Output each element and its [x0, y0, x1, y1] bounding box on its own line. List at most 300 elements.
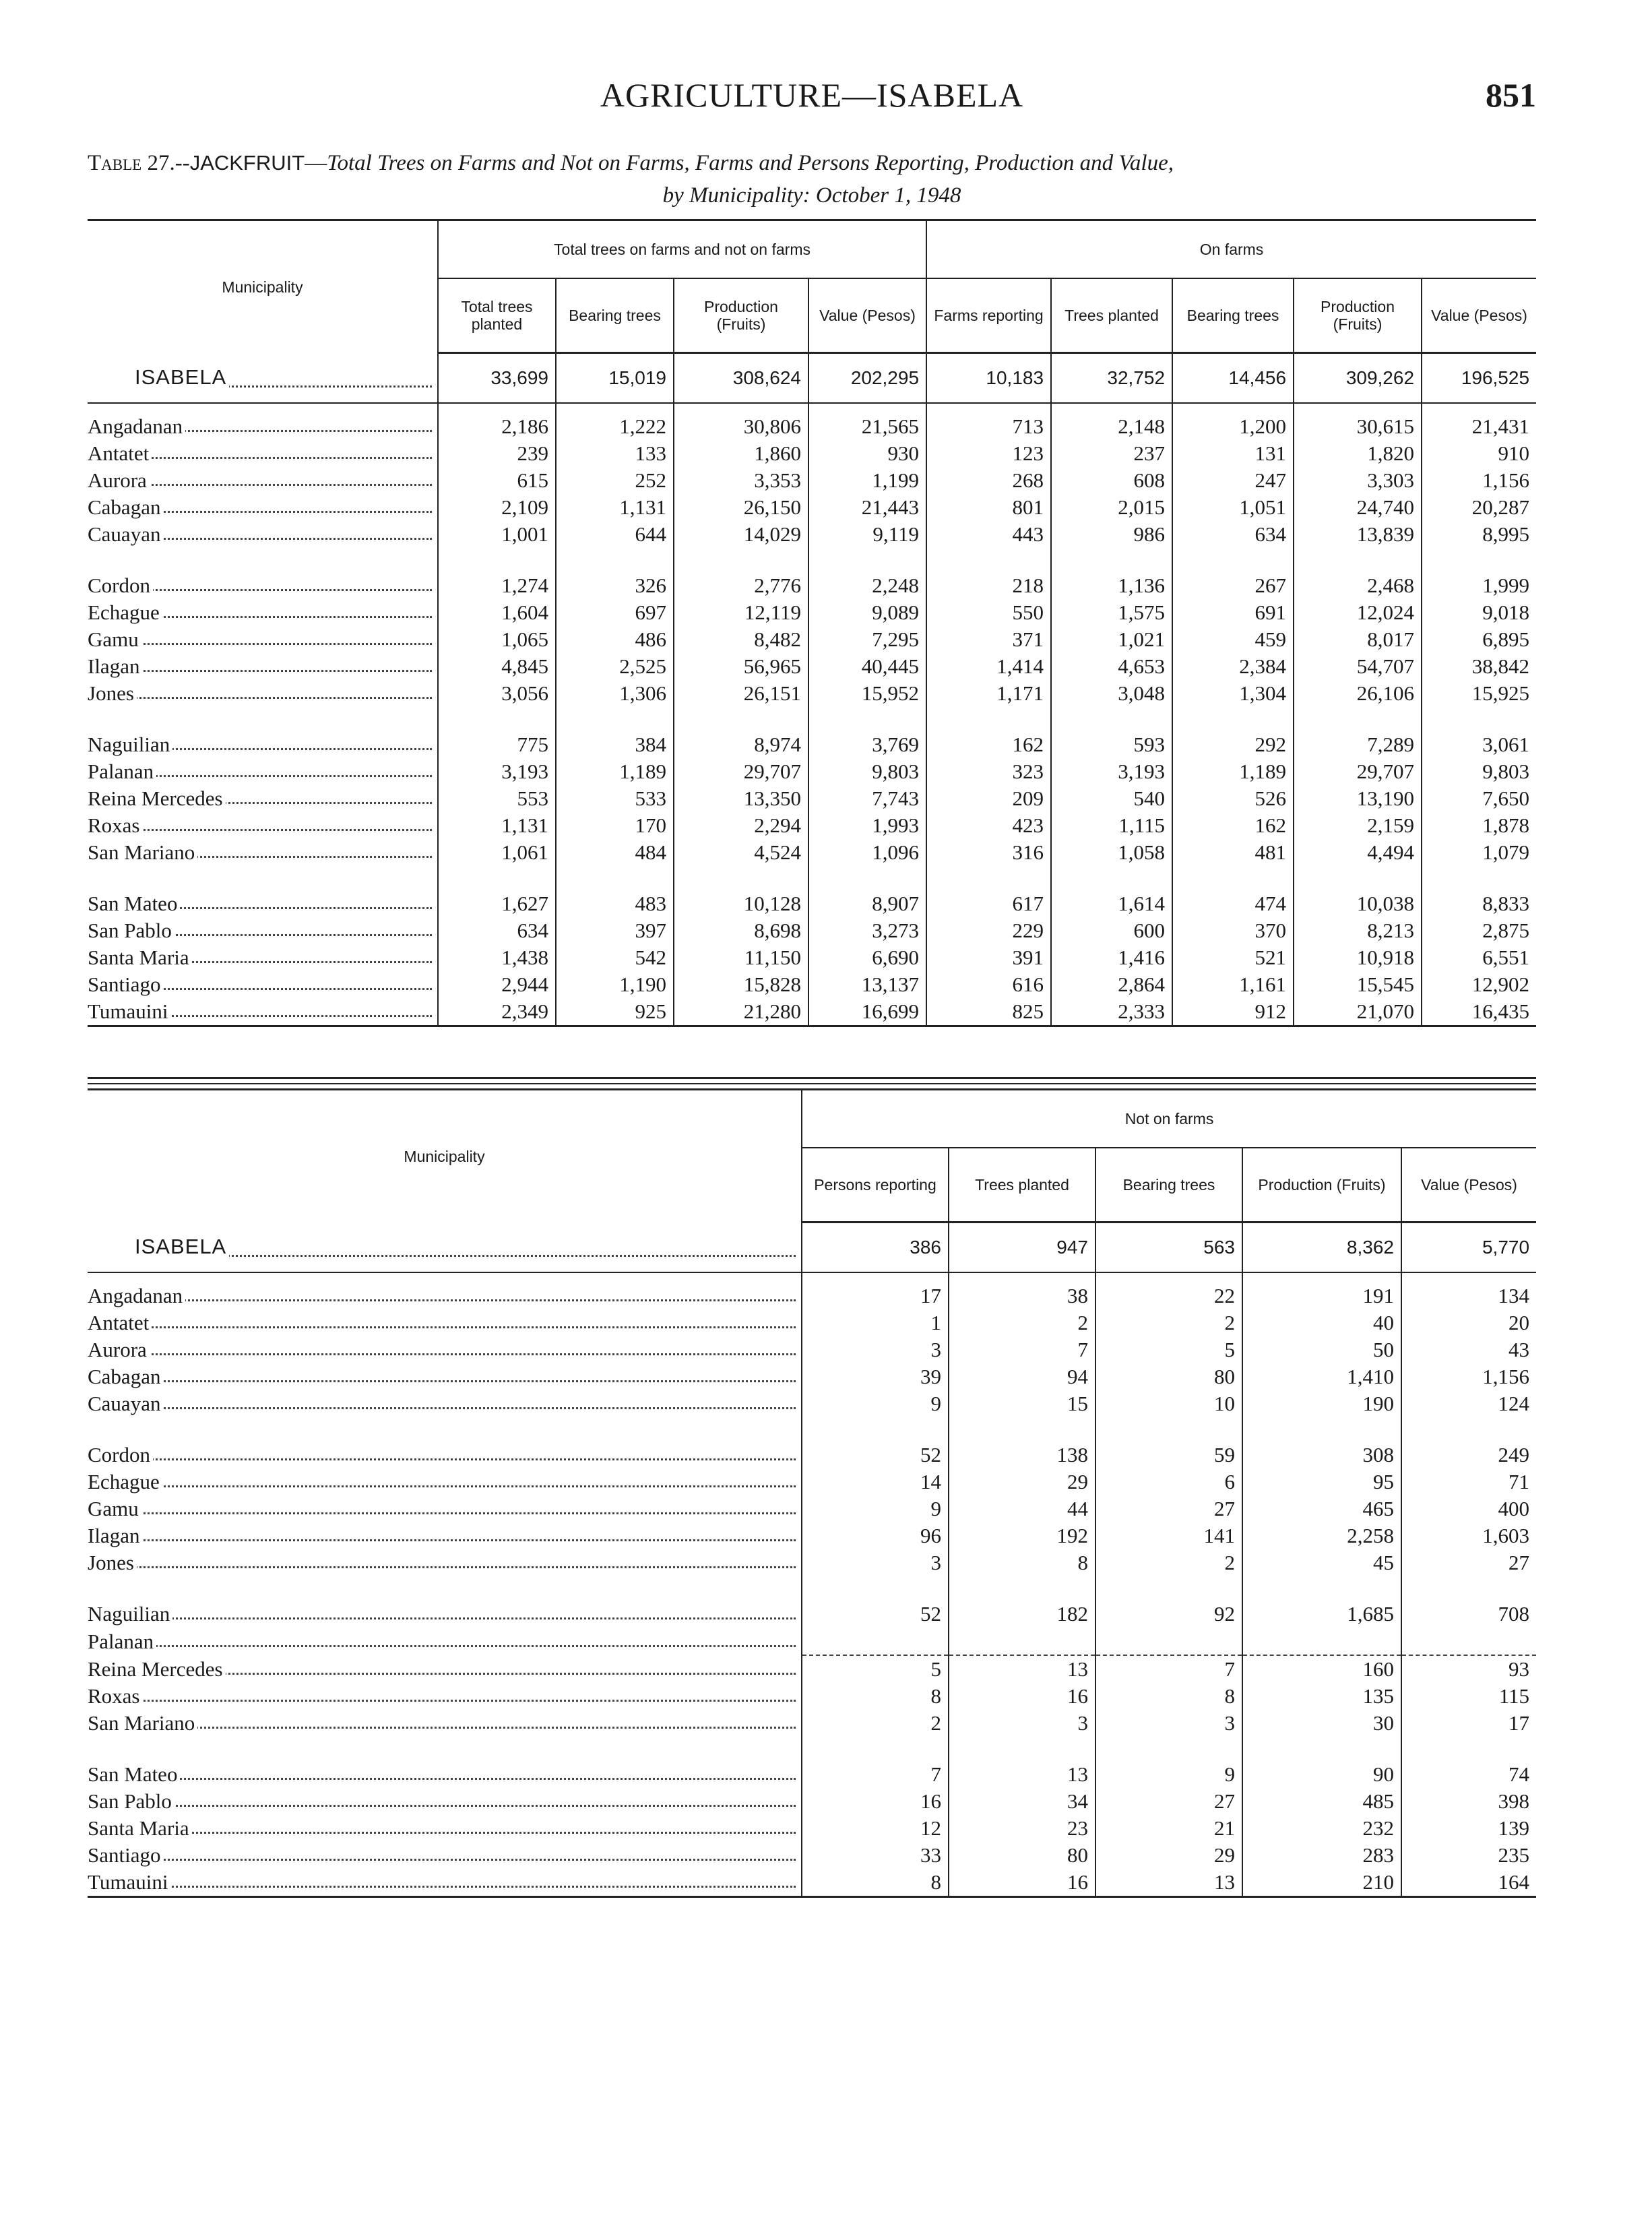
municipality-name: Cauayan [88, 1392, 163, 1415]
value-cell: 15,828 [674, 971, 808, 998]
value-cell: 14 [802, 1469, 949, 1495]
value-cell: 13,350 [674, 785, 808, 812]
value-cell: 2 [1095, 1549, 1242, 1576]
value-cell: 2,294 [674, 812, 808, 839]
leader-dots [88, 1353, 796, 1355]
value-cell: 247 [1172, 467, 1294, 494]
value-cell: 9 [1095, 1761, 1242, 1788]
column-header: Production (Fruits) [1242, 1148, 1401, 1223]
value-cell: 190 [1242, 1390, 1401, 1417]
value-cell: 33,699 [438, 353, 556, 404]
spacer-cell [1242, 1576, 1401, 1601]
spacer-cell [802, 1417, 949, 1442]
municipality-cell [88, 599, 438, 626]
municipality-name: Echague [88, 600, 162, 624]
municipality-name: Cordon [88, 574, 153, 597]
value-cell: 9,803 [808, 758, 926, 785]
spacer-cell [1422, 707, 1536, 731]
value-cell: 20,287 [1422, 494, 1536, 521]
spacer-cell [949, 1272, 1095, 1283]
spacer-row [88, 403, 1536, 413]
value-cell: 481 [1172, 839, 1294, 866]
value-cell: 3,303 [1294, 467, 1422, 494]
municipality-cell [88, 944, 438, 971]
municipality-cell [88, 1655, 802, 1683]
spacer-cell [556, 548, 674, 572]
municipality-cell [88, 1815, 802, 1842]
value-cell: 2,384 [1172, 653, 1294, 680]
value-cell: 1,604 [438, 599, 556, 626]
value-cell: 15,545 [1294, 971, 1422, 998]
municipality-cell [88, 1761, 802, 1788]
spacer-cell [802, 1576, 949, 1601]
value-cell: 1,878 [1422, 812, 1536, 839]
spacer-cell [1172, 866, 1294, 890]
spacer-cell [438, 707, 556, 731]
value-cell: 1,156 [1401, 1363, 1536, 1390]
value-cell: 1,993 [808, 812, 926, 839]
value-cell: 2 [1095, 1309, 1242, 1336]
column-header: Production (Fruits) [674, 278, 808, 353]
value-cell: 986 [1051, 521, 1172, 548]
value-cell: 3,048 [1051, 680, 1172, 707]
spacer-cell [1095, 1576, 1242, 1601]
table-row [88, 680, 1536, 707]
value-cell: 533 [556, 785, 674, 812]
value-cell: 10,038 [1294, 890, 1422, 917]
table-name: JACKFRUIT [189, 151, 305, 175]
value-cell: 2,525 [556, 653, 674, 680]
municipality-name: ISABELA [88, 365, 229, 389]
value-cell: 608 [1051, 467, 1172, 494]
value-cell: 484 [556, 839, 674, 866]
value-cell: 33 [802, 1842, 949, 1869]
spacer-cell [556, 403, 674, 413]
value-cell: 1,058 [1051, 839, 1172, 866]
value-cell: 30,615 [1294, 413, 1422, 440]
value-cell: 2,776 [674, 572, 808, 599]
table-row [88, 599, 1536, 626]
value-cell: 616 [926, 971, 1051, 998]
value-cell: 316 [926, 839, 1051, 866]
spacer-cell [1401, 1417, 1536, 1442]
table-row [88, 731, 1536, 758]
value-cell: 134 [1401, 1283, 1536, 1309]
value-cell: 21,431 [1422, 413, 1536, 440]
value-cell: 164 [1401, 1869, 1536, 1897]
value-cell [802, 1628, 949, 1655]
municipality-header: Municipality [88, 220, 438, 353]
value-cell: 182 [949, 1601, 1095, 1628]
table-row [88, 1309, 1536, 1336]
value-cell: 6 [1095, 1469, 1242, 1495]
value-cell: 5 [802, 1655, 949, 1683]
value-cell: 22 [1095, 1283, 1242, 1309]
spacer-cell [556, 707, 674, 731]
table-row [88, 917, 1536, 944]
municipality-cell [88, 494, 438, 521]
value-cell: 2,186 [438, 413, 556, 440]
spacer-cell [1294, 866, 1422, 890]
column-header: Bearing trees [1172, 278, 1294, 353]
leader-dots [88, 1566, 796, 1568]
table-label: Table 27.-- [88, 151, 190, 175]
column-header: Farms reporting [926, 278, 1051, 353]
value-cell: 10,183 [926, 353, 1051, 404]
group-header-total: Total trees on farms and not on farms [438, 220, 926, 279]
table-row [88, 1628, 1536, 1655]
municipality-cell [88, 467, 438, 494]
value-cell: 95 [1242, 1469, 1401, 1495]
value-cell: 391 [926, 944, 1051, 971]
value-cell: 16 [949, 1869, 1095, 1897]
municipality-cell [88, 1495, 802, 1522]
municipality-name: Santa Maria [88, 946, 192, 969]
spacer-cell [438, 866, 556, 890]
spacer-cell [1172, 548, 1294, 572]
value-cell: 71 [1401, 1469, 1536, 1495]
value-cell: 925 [556, 998, 674, 1026]
table-caption [88, 147, 1536, 212]
value-cell: 825 [926, 998, 1051, 1026]
value-cell: 96 [802, 1522, 949, 1549]
column-header: Trees planted [949, 1148, 1095, 1223]
value-cell: 540 [1051, 785, 1172, 812]
municipality-name: San Pablo [88, 919, 174, 942]
value-cell: 21,280 [674, 998, 808, 1026]
value-cell: 252 [556, 467, 674, 494]
value-cell: 2,944 [438, 971, 556, 998]
value-cell: 139 [1401, 1815, 1536, 1842]
spacer-cell [1242, 1737, 1401, 1761]
value-cell: 1,115 [1051, 812, 1172, 839]
value-cell: 617 [926, 890, 1051, 917]
caption-dash: — [305, 151, 327, 175]
table-row [88, 944, 1536, 971]
value-cell: 123 [926, 440, 1051, 467]
table-row [88, 1390, 1536, 1417]
value-cell: 600 [1051, 917, 1172, 944]
spacer-cell [926, 707, 1051, 731]
value-cell: 6,895 [1422, 626, 1536, 653]
municipality-name: Tumauini [88, 999, 170, 1023]
spacer-cell [674, 403, 808, 413]
spacer-cell [949, 1737, 1095, 1761]
value-cell [1095, 1628, 1242, 1655]
value-cell [1401, 1628, 1536, 1655]
value-cell: 485 [1242, 1788, 1401, 1815]
value-cell: 9,803 [1422, 758, 1536, 785]
value-cell: 16 [802, 1788, 949, 1815]
value-cell: 443 [926, 521, 1051, 548]
leader-dots [88, 1458, 796, 1460]
value-cell: 708 [1401, 1601, 1536, 1628]
value-cell: 1,410 [1242, 1363, 1401, 1390]
value-cell: 52 [802, 1601, 949, 1628]
municipality-name: Echague [88, 1470, 162, 1493]
value-cell: 14,456 [1172, 353, 1294, 404]
value-cell: 370 [1172, 917, 1294, 944]
value-cell: 162 [926, 731, 1051, 758]
value-cell: 43 [1401, 1336, 1536, 1363]
value-cell: 1,051 [1172, 494, 1294, 521]
table-row [88, 1761, 1536, 1788]
value-cell: 38,842 [1422, 653, 1536, 680]
value-cell: 3 [802, 1549, 949, 1576]
spacer-cell [674, 707, 808, 731]
column-header: Total trees planted [438, 278, 556, 353]
value-cell: 38 [949, 1283, 1095, 1309]
spacer-cell [926, 403, 1051, 413]
municipality-cell [88, 998, 438, 1026]
municipality-cell [88, 626, 438, 653]
table-row [88, 1655, 1536, 1683]
value-cell: 459 [1172, 626, 1294, 653]
municipality-name: Aurora [88, 1338, 150, 1361]
spacer-cell [88, 1737, 802, 1761]
spacer-cell [1294, 403, 1422, 413]
page-number: 851 [1486, 76, 1536, 114]
value-cell: 2,159 [1294, 812, 1422, 839]
table-row [88, 1363, 1536, 1390]
value-cell: 131 [1172, 440, 1294, 467]
value-cell: 423 [926, 812, 1051, 839]
value-cell: 1,131 [556, 494, 674, 521]
spacer-cell [1051, 866, 1172, 890]
table-description-line2: by Municipality: October 1, 1948 [662, 183, 961, 208]
value-cell: 92 [1095, 1601, 1242, 1628]
table-separator [88, 1077, 1536, 1084]
column-header: Persons reporting [802, 1148, 949, 1223]
spacer-cell [674, 866, 808, 890]
spacer-cell [802, 1272, 949, 1283]
municipality-name: Reina Mercedes [88, 786, 226, 810]
table-row [88, 626, 1536, 653]
value-cell: 6,551 [1422, 944, 1536, 971]
value-cell: 1,079 [1422, 839, 1536, 866]
value-cell: 8 [1095, 1683, 1242, 1710]
value-cell: 30,806 [674, 413, 808, 440]
column-header: Trees planted [1051, 278, 1172, 353]
value-cell: 1,189 [556, 758, 674, 785]
group-header-on-farms: On farms [926, 220, 1536, 279]
value-cell: 16 [949, 1683, 1095, 1710]
value-cell: 308 [1242, 1442, 1401, 1469]
table-row [88, 572, 1536, 599]
leader-dots [88, 1299, 796, 1301]
group-header-not-on-farms: Not on farms [802, 1090, 1536, 1148]
table-row [88, 440, 1536, 467]
value-cell: 13 [949, 1655, 1095, 1683]
value-cell: 39 [802, 1363, 949, 1390]
municipality-name: Naguilian [88, 1602, 172, 1626]
value-cell: 2,109 [438, 494, 556, 521]
value-cell: 21,443 [808, 494, 926, 521]
spacer-row [88, 1417, 1536, 1442]
value-cell: 563 [1095, 1223, 1242, 1273]
municipality-cell [88, 353, 438, 404]
value-cell: 12,902 [1422, 971, 1536, 998]
value-cell: 4,845 [438, 653, 556, 680]
value-cell: 235 [1401, 1842, 1536, 1869]
municipality-name: Santa Maria [88, 1816, 192, 1840]
municipality-name: Palanan [88, 1630, 156, 1653]
leader-dots [88, 1485, 796, 1487]
municipality-cell [88, 839, 438, 866]
value-cell: 16,435 [1422, 998, 1536, 1026]
table-row [88, 413, 1536, 440]
value-cell: 2 [802, 1710, 949, 1737]
value-cell: 697 [556, 599, 674, 626]
value-cell [949, 1628, 1095, 1655]
value-cell: 8,698 [674, 917, 808, 944]
value-cell: 162 [1172, 812, 1294, 839]
table-row [88, 971, 1536, 998]
value-cell: 20 [1401, 1309, 1536, 1336]
municipality-name: Naguilian [88, 733, 172, 756]
leader-dots [88, 1645, 796, 1647]
leader-dots [88, 1805, 796, 1807]
value-cell: 17 [1401, 1710, 1536, 1737]
municipality-name: Roxas [88, 1684, 143, 1708]
value-cell: 34 [949, 1788, 1095, 1815]
spacer-cell [949, 1576, 1095, 1601]
value-cell: 40,445 [808, 653, 926, 680]
spacer-row [88, 1576, 1536, 1601]
value-cell: 141 [1095, 1522, 1242, 1549]
value-cell: 3,193 [438, 758, 556, 785]
value-cell: 1,414 [926, 653, 1051, 680]
spacer-cell [802, 1737, 949, 1761]
value-cell: 50 [1242, 1336, 1401, 1363]
municipality-name: San Mateo [88, 1762, 180, 1786]
municipality-name: ISABELA [88, 1235, 229, 1258]
spacer-cell [88, 1417, 802, 1442]
total-row [88, 1223, 1536, 1273]
value-cell: 1,171 [926, 680, 1051, 707]
value-cell: 13 [949, 1761, 1095, 1788]
spacer-cell [88, 1272, 802, 1283]
value-cell: 1,001 [438, 521, 556, 548]
table-row [88, 998, 1536, 1026]
value-cell: 218 [926, 572, 1051, 599]
value-cell: 15 [949, 1390, 1095, 1417]
value-cell: 26,151 [674, 680, 808, 707]
municipality-cell [88, 1363, 802, 1390]
column-header: Value (Pesos) [1401, 1148, 1536, 1223]
value-cell: 160 [1242, 1655, 1401, 1683]
spacer-cell [1294, 707, 1422, 731]
value-cell: 2,864 [1051, 971, 1172, 998]
municipality-name: Antatet [88, 441, 152, 465]
spacer-cell [926, 548, 1051, 572]
municipality-cell [88, 1522, 802, 1549]
value-cell: 615 [438, 467, 556, 494]
value-cell: 4,524 [674, 839, 808, 866]
spacer-row [88, 548, 1536, 572]
running-title: AGRICULTURE—ISABELA [600, 76, 1024, 114]
value-cell: 4,494 [1294, 839, 1422, 866]
spacer-cell [949, 1417, 1095, 1442]
value-cell: 400 [1401, 1495, 1536, 1522]
value-cell: 29 [1095, 1842, 1242, 1869]
value-cell: 133 [556, 440, 674, 467]
municipality-name: Angadanan [88, 1284, 185, 1307]
municipality-cell [88, 572, 438, 599]
value-cell: 3,353 [674, 467, 808, 494]
value-cell: 486 [556, 626, 674, 653]
value-cell: 326 [556, 572, 674, 599]
spacer-row [88, 866, 1536, 890]
municipality-cell [88, 1549, 802, 1576]
value-cell: 170 [556, 812, 674, 839]
value-cell: 397 [556, 917, 674, 944]
value-cell: 801 [926, 494, 1051, 521]
table-row [88, 1869, 1536, 1897]
leader-dots [88, 697, 432, 699]
spacer-cell [1095, 1272, 1242, 1283]
value-cell: 7,289 [1294, 731, 1422, 758]
municipality-cell [88, 812, 438, 839]
value-cell: 8,017 [1294, 626, 1422, 653]
value-cell: 93 [1401, 1655, 1536, 1683]
spacer-cell [1095, 1417, 1242, 1442]
value-cell: 8 [802, 1869, 949, 1897]
value-cell: 2,248 [808, 572, 926, 599]
value-cell: 232 [1242, 1815, 1401, 1842]
value-cell: 2,148 [1051, 413, 1172, 440]
value-cell: 1 [802, 1309, 949, 1336]
municipality-cell [88, 1390, 802, 1417]
value-cell: 1,021 [1051, 626, 1172, 653]
value-cell: 1,136 [1051, 572, 1172, 599]
value-cell: 912 [1172, 998, 1294, 1026]
value-cell: 8,833 [1422, 890, 1536, 917]
spacer-cell [1401, 1576, 1536, 1601]
municipality-name: Antatet [88, 1311, 152, 1334]
value-cell: 21,070 [1294, 998, 1422, 1026]
table-row [88, 1815, 1536, 1842]
table-row [88, 1522, 1536, 1549]
table-description: Total Trees on Farms and Not on Farms, Farms and Persons Reporting, Production and Value, [327, 151, 1174, 175]
municipality-name: Jones [88, 1551, 137, 1574]
value-cell: 8,907 [808, 890, 926, 917]
municipality-name: Ilagan [88, 1524, 142, 1547]
value-cell: 2,258 [1242, 1522, 1401, 1549]
leader-dots [88, 1778, 796, 1780]
municipality-cell [88, 1309, 802, 1336]
value-cell: 1,416 [1051, 944, 1172, 971]
spacer-cell [88, 866, 438, 890]
value-cell: 947 [949, 1223, 1095, 1273]
municipality-name: Roxas [88, 813, 143, 837]
value-cell: 398 [1401, 1788, 1536, 1815]
table-row [88, 494, 1536, 521]
value-cell: 292 [1172, 731, 1294, 758]
value-cell: 3 [949, 1710, 1095, 1737]
value-cell [1242, 1628, 1401, 1655]
leader-dots [88, 1407, 796, 1409]
value-cell: 386 [802, 1223, 949, 1273]
municipality-cell [88, 1683, 802, 1710]
value-cell: 13,839 [1294, 521, 1422, 548]
value-cell: 3,056 [438, 680, 556, 707]
value-cell: 13,137 [808, 971, 926, 998]
value-cell: 202,295 [808, 353, 926, 404]
value-cell: 90 [1242, 1761, 1401, 1788]
municipality-cell [88, 971, 438, 998]
value-cell: 474 [1172, 890, 1294, 917]
